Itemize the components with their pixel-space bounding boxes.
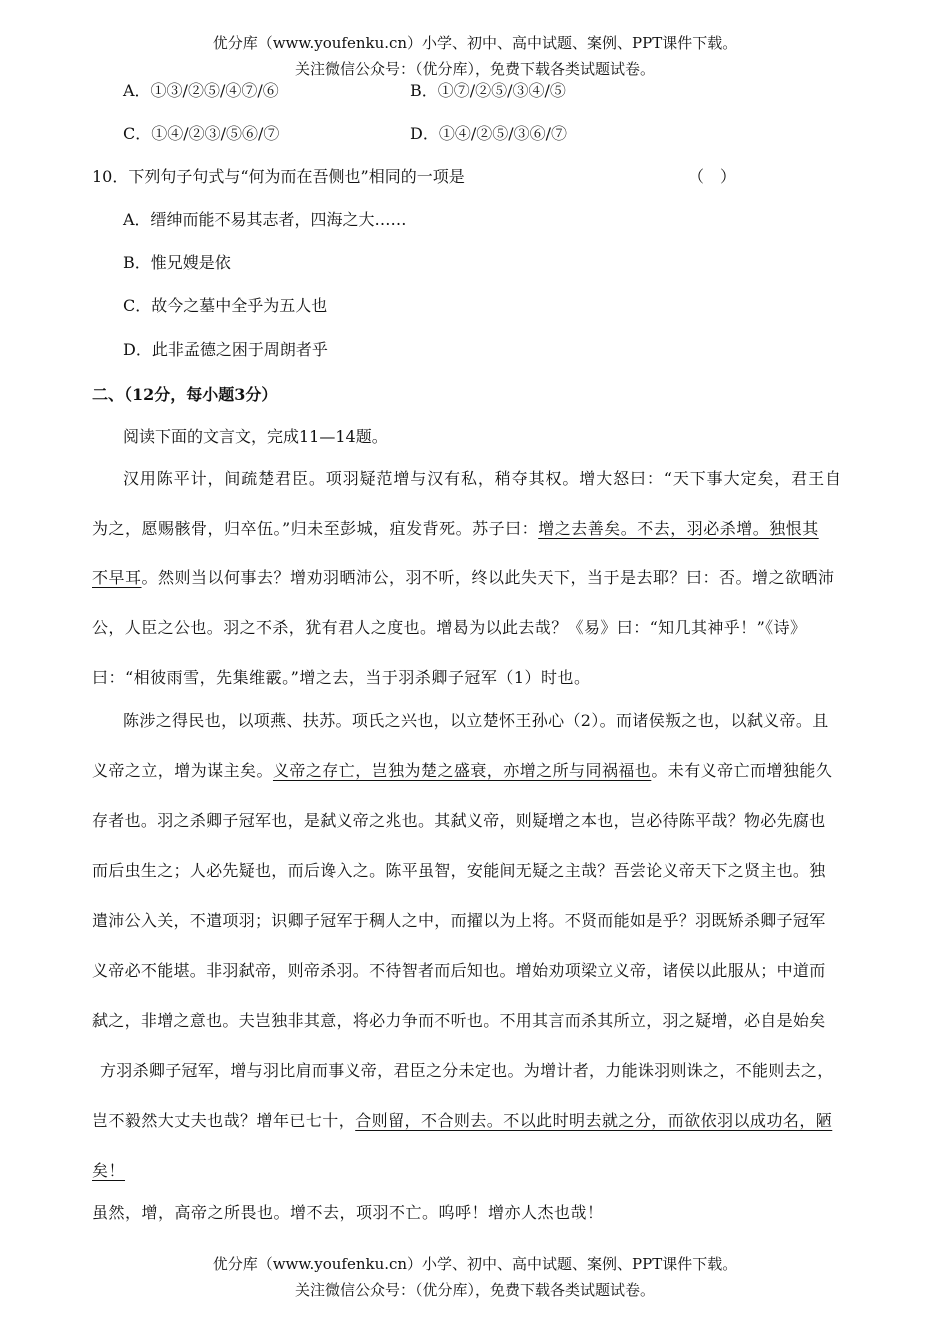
section-2-title: 二、（12分，每小题3分） [92, 385, 278, 404]
passage-p2-line-5: 遣沛公入关，不遣项羽；识卿子冠军于稠人之中，而擢以为上将。不贤而能如是乎？羽既矫杀卿子冠军 [92, 911, 826, 930]
passage-p2-line-9-text: 岂不毅然大丈夫也哉？增年已七十， [92, 1111, 356, 1130]
passage-p1-line-1: 汉用陈平计，间疏楚君臣。项羽疑范增与汉有私，稍夺其权。增大怒曰：“天下事大定矣，君王自 [123, 469, 842, 488]
page-footer-line-1: 优分库（www.youfenku.cn）小学、初中、高中试题、案例、PPT课件下载。 [212, 1255, 738, 1273]
passage-p2-line-8: 方羽杀卿子冠军，增与羽比肩而事义帝，君臣之分未定也。为增计者，力能诛羽则诛之，不能则去之， [100, 1061, 834, 1080]
passage-p2-line-3: 存者也。羽之杀卿子冠军也，是弑义帝之兆也。其弑义帝，则疑增之本也，岂必待陈平哉？物必先腐也 [92, 811, 826, 830]
q9-option-b: B．①⑦/②⑤/③④/⑤ [410, 81, 566, 100]
page-header-line-2: 关注微信公众号：（优分库），免费下载各类试题试卷。 [294, 60, 655, 78]
passage-p1-line-3 [92, 567, 835, 589]
q9-option-c: C．①④/②③/⑤⑥/⑦ [123, 124, 280, 143]
underlined-sentence-2: 义帝之存亡，岂独为楚之盛衰，亦增之所与同祸福也 [272, 761, 652, 780]
q10-option-b: B．惟兄嫂是依 [123, 253, 231, 272]
passage-p2-line-2-tail: 。未有义帝亡而增独能久 [651, 761, 833, 780]
q10-option-c: C．故今之墓中全乎为五人也 [123, 296, 328, 315]
passage-p1-line-3-text: 。然则当以何事去？增劝羽晒沛公，羽不听，终以此失天下，当于是去耶？曰：否。增之欲晒沛 [141, 568, 835, 587]
passage-p2-line-4: 而后虫生之；人必先疑也，而后谗入之。陈平虽智，安能间无疑之主哉？吾尝论义帝天下之贤主也。独 [92, 861, 826, 880]
passage-p2-line-7: 弑之，非增之意也。夫岂独非其意，将必力争而不听也。不用其言而杀其所立，羽之疑增，必自是始矣 [92, 1011, 826, 1030]
page-header-line-1: 优分库（www.youfenku.cn）小学、初中、高中试题、案例、PPT课件下载。 [212, 34, 738, 52]
underlined-sentence-3-end: 矣！ [92, 1161, 126, 1180]
passage-p3: 虽然，增，高帝之所畏也。增不去，项羽不亡。呜呼！增亦人杰也哉！ [92, 1203, 604, 1222]
q9-option-a: A．①③/②⑤/④⑦/⑥ [123, 81, 279, 100]
passage-p2-line-9 [92, 1110, 832, 1132]
passage-p1-line-2-text: 为之，愿赐骸骨，归卒伍。”归未至彭城，疽发背死。苏子曰： [92, 519, 539, 538]
section-2-instruction: 阅读下面的文言文，完成11—14题。 [123, 427, 388, 446]
passage-p2-line-6: 义帝必不能堪。非羽弑帝，则帝杀羽。不待智者而后知也。增始劝项梁立义帝，诸侯以此服从；中道而 [92, 961, 826, 980]
underlined-sentence-3: 合则留，不合则去。不以此时明去就之分，而欲依羽以成功名，陋 [355, 1111, 833, 1130]
passage-p2-line-1: 陈涉之得民也，以项燕、扶苏。项氏之兴也，以立楚怀王孙心（2）。而诸侯叛之也，以弑义帝。且 [123, 711, 829, 730]
q9-option-d: D．①④/②⑤/③⑥/⑦ [410, 124, 568, 143]
passage-p1-line-2 [92, 518, 819, 540]
passage-p2-line-2-text: 义帝之立，增为谋主矣。 [92, 761, 273, 780]
q10-stem: 10．下列句子句式与“何为而在吾侧也”相同的一项是 [92, 167, 465, 186]
underlined-sentence-1: 增之去善矣。不去，羽必杀增。独恨其 [538, 519, 819, 538]
q10-option-a: A．缙绅而能不易其志者，四海之大…… [123, 210, 407, 229]
passage-p2-line-2 [92, 760, 832, 782]
passage-p2-line-10 [92, 1160, 125, 1182]
q10-option-d: D．此非孟德之困于周朗者乎 [123, 340, 328, 359]
page-footer-line-2: 关注微信公众号：（优分库），免费下载各类试题试卷。 [294, 1281, 655, 1299]
underlined-sentence-1-end: 不早耳 [92, 568, 142, 587]
q10-answer-bracket: （ ） [688, 167, 737, 186]
passage-p1-line-4: 公，人臣之公也。羽之不杀，犹有君人之度也。增曷为以此去哉？《易》曰：“知几其神乎！”《诗》 [92, 618, 807, 637]
passage-p1-line-5: 曰：“相彼雨雪，先集维霰。”增之去，当于羽杀卿子冠军（1）时也。 [92, 668, 591, 687]
